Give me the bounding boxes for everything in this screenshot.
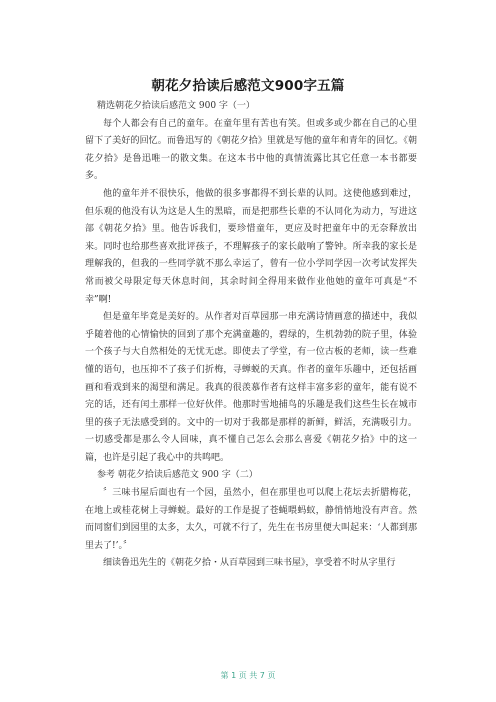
body-paragraph: 他的童年并不很快乐，他做的很多事都得不到长辈的认同。这使他感到难过，但乐观的他没有认为这是人生的黑暗，而是把那些长辈的不认同化为动力，写进这部《朝花夕拾》里。他告诉我们，要珍惜童年，更应及时把童年中的无奈释放出来。同时也给那些喜欢批评孩子，不理解孩子的家长敲响了警钟。所幸我的家长是理解我的，但我的一些同学就不那么幸运了，曾有一位小学同学因一次考试发挥失常而被父母限定每天休息时间，其余时间全得用来做作业他她的童年可真是“不幸”啊! xyxy=(85,188,417,305)
page-footer: 第 1 页 共 7 页 xyxy=(220,671,276,680)
section-heading: 参考 朝花夕拾读后感范文 900 字（二） xyxy=(97,470,258,481)
body-paragraph: 但是童年毕竟是美好的。从作者对百草园那一串充满诗情画意的描述中，我似乎随着他的心情愉快的回到了那个充满童趣的，碧绿的，生机勃勃的院子里，体验一个孩子与大自然相处的无忧无虑。即使去了学堂，有一位古板的老师，读一些难懂的语句，也压抑不了孩子们折梅，寻蝉蜕的天真。作者的童年乐趣中，还包括画画和看戏到来的渴望和满足。我真的很羡慕作者有这样丰富多彩的童年，能有说不完的话，还有闰土那样一位好伙伴。他那时雪地捕鸟的乐趣是我们这些生长在城市里的孩子无法感受到的。文中的一切对于我都是那样的新鲜，鲜活，充满吸引力。一切感受都是那么令人回味，真不懂自己怎么会那么喜爱《朝花夕拾》中的这一篇，也许是引起了我心中的共鸣吧。 xyxy=(85,312,417,463)
body-paragraph: 〞三味书屋后面也有一个园，虽然小，但在那里也可以爬上花坛去折腊梅花，在地上或桂花树上寻蝉蜕。最好的工作是捉了苍蝇喂蚂蚁，静悄悄地没有声音。然而同窗们到园里的太多，太久，可就不行了，先生在书房里便大叫起来：‘人都到那里去了!’。〞 xyxy=(85,488,417,551)
section-heading: 精选朝花夕拾读后感范文 900 字（一） xyxy=(97,101,255,111)
document-body xyxy=(85,98,417,573)
body-paragraph: 细读鲁迅先生的《朝花夕拾・从百草园到三味书屋》，享受着不时从字里行 xyxy=(103,558,396,569)
document-title: 朝花夕拾读后感范文900字五篇 xyxy=(151,78,345,94)
body-paragraph: 每个人都会有自己的童年。在童年里有苦也有笑。但或多或少都在自己的心里留下了美好的回忆。而鲁迅写的《朝花夕拾》里就是写他的童年和青年的回忆。《朝花夕拾》是鲁迅唯一的散文集。在这本书中他的真情流露比其它任意一本书都要多。 xyxy=(85,118,417,182)
